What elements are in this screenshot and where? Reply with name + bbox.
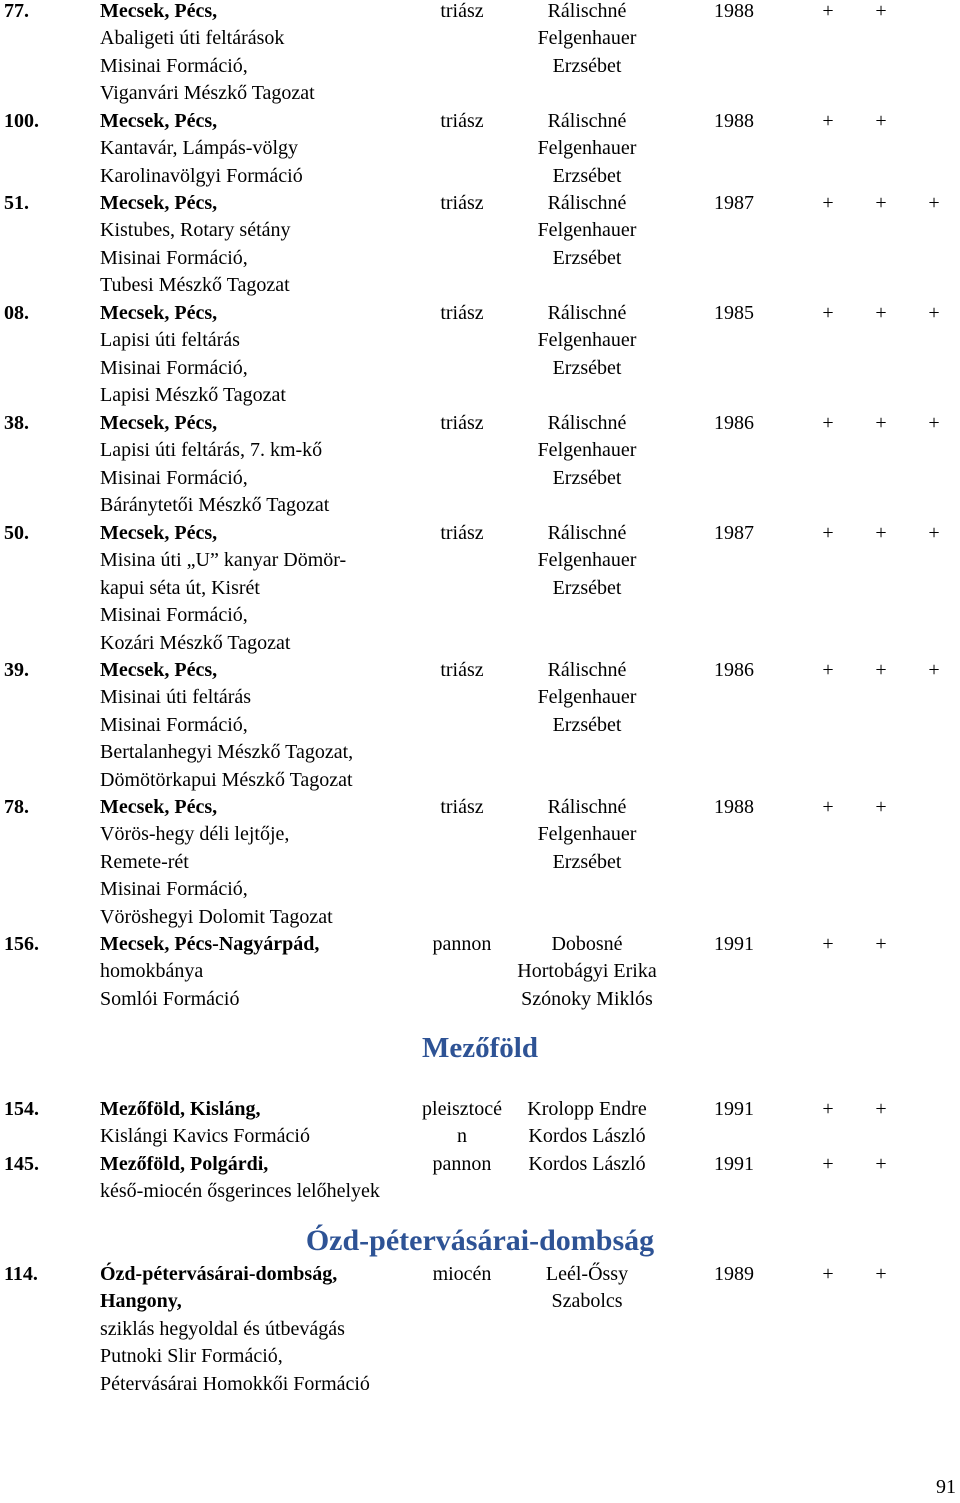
author-line: Hortobágyi Erika xyxy=(517,960,657,983)
author-line: Felgenhauer xyxy=(537,219,637,242)
mark-1: + xyxy=(822,933,834,955)
author-cell xyxy=(500,794,674,876)
year-cell: 1985 xyxy=(714,302,754,324)
author-cell xyxy=(500,300,674,382)
author-line: Kordos László xyxy=(528,1153,646,1175)
mark-3 xyxy=(922,1261,946,1288)
locality-line: Mezőföld, Kisláng, xyxy=(100,1098,261,1120)
age-cell: triász xyxy=(440,796,484,818)
author-line: Rálischné xyxy=(547,796,627,818)
year-cell: 1989 xyxy=(714,1263,754,1285)
year-cell: 1988 xyxy=(714,0,754,22)
mark-2: + xyxy=(875,1098,887,1120)
year-cell: 1988 xyxy=(714,796,754,818)
locality-line: Mecsek, Pécs, xyxy=(100,110,218,132)
author-line: Rálischné xyxy=(547,412,627,434)
locality-line: Lapisi Mészkő Tagozat xyxy=(100,384,286,407)
locality-line: Kistubes, Rotary sétány xyxy=(100,219,291,242)
author-line: Erzsébet xyxy=(552,54,622,77)
author-cell xyxy=(500,1261,674,1316)
locality-line: Vöröshegyi Dolomit Tagozat xyxy=(100,905,333,928)
locality-cell xyxy=(100,794,333,931)
entry-number: 08. xyxy=(4,302,29,324)
locality-cell xyxy=(100,1096,310,1151)
author-line: Rálischné xyxy=(547,0,627,22)
author-line: Szabolcs xyxy=(551,1290,623,1313)
author-line: Felgenhauer xyxy=(537,686,637,709)
author-line: Erzsébet xyxy=(552,356,622,379)
entry-number: 100. xyxy=(4,110,39,132)
locality-line: Lapisi úti feltárás xyxy=(100,329,240,352)
mark-2: + xyxy=(875,933,887,955)
author-line: Dobosné xyxy=(551,933,623,955)
mark-1: + xyxy=(822,192,834,214)
locality-cell xyxy=(100,931,319,1013)
mark-3: + xyxy=(928,302,940,324)
locality-line: Mecsek, Pécs, xyxy=(100,0,218,22)
locality-cell xyxy=(100,0,315,108)
author-cell xyxy=(500,657,674,739)
mark-2: + xyxy=(875,1263,887,1285)
mark-2: + xyxy=(875,1153,887,1175)
locality-line: Remete-rét xyxy=(100,850,189,873)
mark-3 xyxy=(922,108,946,135)
locality-line: Mecsek, Pécs-Nagyárpád, xyxy=(100,933,320,955)
locality-line: Misinai Formáció, xyxy=(100,246,248,269)
mark-3 xyxy=(922,0,946,25)
year-cell: 1987 xyxy=(714,192,754,214)
author-line: Krolopp Endre xyxy=(527,1098,647,1120)
locality-line: Tubesi Mészkő Tagozat xyxy=(100,274,290,297)
entry-number: 114. xyxy=(4,1263,38,1285)
age-line: n xyxy=(457,1125,467,1148)
locality-line: Misinai úti feltárás xyxy=(100,686,252,709)
author-line: Szónoky Miklós xyxy=(521,987,653,1010)
mark-1: + xyxy=(822,0,834,22)
entry-number: 156. xyxy=(4,933,39,955)
locality-line: Misinai Formáció, xyxy=(100,878,248,901)
author-line: Rálischné xyxy=(547,302,627,324)
locality-cell xyxy=(100,190,291,300)
locality-line: Mecsek, Pécs, xyxy=(100,659,218,681)
author-line: Rálischné xyxy=(547,192,627,214)
entry-number: 154. xyxy=(4,1098,39,1120)
mark-1: + xyxy=(822,659,834,681)
age-cell: miocén xyxy=(432,1263,492,1285)
locality-line: Pétervásárai Homokkői Formáció xyxy=(100,1372,370,1395)
locality-line: Somlói Formáció xyxy=(100,987,240,1010)
mark-2: + xyxy=(875,412,887,434)
age-cell: triász xyxy=(440,110,484,132)
locality-line: Abaligeti úti feltárások xyxy=(100,27,285,50)
age-cell: triász xyxy=(440,412,484,434)
locality-line: Mezőföld, Polgárdi, xyxy=(100,1153,269,1175)
author-cell xyxy=(500,0,674,80)
locality-line: Ózd-pétervásárai-dombság, xyxy=(100,1263,338,1285)
age-cell: pannon xyxy=(432,1153,492,1175)
year-cell: 1986 xyxy=(714,659,754,681)
author-line: Erzsébet xyxy=(552,164,622,187)
author-cell xyxy=(500,1096,674,1151)
mark-1: + xyxy=(822,412,834,434)
author-cell xyxy=(500,410,674,492)
author-line: Felgenhauer xyxy=(537,439,637,462)
author-cell xyxy=(500,190,674,272)
author-line: Leél-Őssy xyxy=(545,1263,629,1285)
mark-3: + xyxy=(928,412,940,434)
age-cell: triász xyxy=(440,0,484,22)
locality-line: Lapisi úti feltárás, 7. km-kő xyxy=(100,439,323,462)
entry-number: 51. xyxy=(4,192,29,214)
locality-line: Mecsek, Pécs, xyxy=(100,412,218,434)
locality-line: Mecsek, Pécs, xyxy=(100,192,218,214)
author-line: Rálischné xyxy=(547,659,627,681)
locality-line: Misinai Formáció, xyxy=(100,466,248,489)
locality-line: Kozári Mészkő Tagozat xyxy=(100,631,291,654)
author-line: Felgenhauer xyxy=(537,823,637,846)
section-heading-mezofold: Mezőföld xyxy=(422,1032,538,1064)
age-cell: triász xyxy=(440,659,484,681)
mark-3 xyxy=(922,1096,946,1123)
locality-line: Mecsek, Pécs, xyxy=(100,796,218,818)
locality-line: Misinai Formáció, xyxy=(100,713,248,736)
entry-number: 39. xyxy=(4,659,29,681)
age-cell: triász xyxy=(440,302,484,324)
locality-cell xyxy=(100,1151,380,1206)
locality-line: Mecsek, Pécs, xyxy=(100,522,218,544)
locality-line: Bertalanhegyi Mészkő Tagozat, xyxy=(100,741,354,764)
locality-line: Kislángi Kavics Formáció xyxy=(100,1125,310,1148)
author-cell xyxy=(500,931,674,1013)
author-cell xyxy=(500,1151,674,1178)
mark-1: + xyxy=(822,522,834,544)
author-line: Felgenhauer xyxy=(537,27,637,50)
locality-line: Vörös-hegy déli lejtője, xyxy=(100,823,290,846)
age-cell xyxy=(414,1096,510,1151)
locality-line: Kantavár, Lámpás-völgy xyxy=(100,137,299,160)
author-line: Rálischné xyxy=(547,522,627,544)
locality-cell xyxy=(100,108,303,190)
mark-1: + xyxy=(822,796,834,818)
locality-line: Dömötörkapui Mészkő Tagozat xyxy=(100,768,353,791)
author-line: Felgenhauer xyxy=(537,329,637,352)
mark-3: + xyxy=(928,192,940,214)
section-heading-ozd: Ózd-pétervásárai-dombság xyxy=(305,1224,655,1257)
mark-2: + xyxy=(875,0,887,22)
age-cell: triász xyxy=(440,522,484,544)
author-cell xyxy=(500,108,674,190)
locality-line: késő-miocén ősgerinces lelőhelyek xyxy=(100,1180,380,1203)
mark-2: + xyxy=(875,192,887,214)
year-cell: 1986 xyxy=(714,412,754,434)
locality-line: Viganvári Mészkő Tagozat xyxy=(100,82,315,105)
author-line: Kordos László xyxy=(528,1125,646,1148)
mark-1: + xyxy=(822,1153,834,1175)
mark-1: + xyxy=(822,1098,834,1120)
author-line: Rálischné xyxy=(547,110,627,132)
locality-line: Mecsek, Pécs, xyxy=(100,302,218,324)
age-cell: pannon xyxy=(432,933,492,955)
mark-1: + xyxy=(822,1263,834,1285)
mark-2: + xyxy=(875,796,887,818)
locality-line: Putnoki Slir Formáció, xyxy=(100,1345,283,1368)
author-line: Erzsébet xyxy=(552,466,622,489)
mark-1: + xyxy=(822,302,834,324)
locality-line: Misinai Formáció, xyxy=(100,54,248,77)
entry-number: 145. xyxy=(4,1153,39,1175)
locality-cell xyxy=(100,657,353,794)
year-cell: 1991 xyxy=(714,1098,754,1120)
mark-3 xyxy=(922,1151,946,1178)
locality-cell xyxy=(100,410,329,520)
author-cell xyxy=(500,520,674,602)
mark-3 xyxy=(922,931,946,958)
mark-3: + xyxy=(928,522,940,544)
author-line: Felgenhauer xyxy=(537,137,637,160)
locality-cell xyxy=(100,300,286,410)
author-line: Erzsébet xyxy=(552,576,622,599)
locality-line: Hangony, xyxy=(100,1290,182,1313)
author-line: Erzsébet xyxy=(552,246,622,269)
locality-line: Misinai Formáció, xyxy=(100,356,248,379)
mark-2: + xyxy=(875,659,887,681)
locality-line: Misina úti „U” kanyar Dömör- xyxy=(100,549,347,572)
entry-number: 78. xyxy=(4,796,29,818)
mark-3: + xyxy=(928,659,940,681)
locality-line: Báránytetői Mészkő Tagozat xyxy=(100,494,330,517)
author-line: Felgenhauer xyxy=(537,549,637,572)
locality-cell xyxy=(100,520,346,657)
mark-2: + xyxy=(875,522,887,544)
mark-1: + xyxy=(822,110,834,132)
entry-number: 38. xyxy=(4,412,29,434)
mark-2: + xyxy=(875,110,887,132)
year-cell: 1988 xyxy=(714,110,754,132)
locality-line: sziklás hegyoldal és útbevágás xyxy=(100,1317,345,1340)
year-cell: 1991 xyxy=(714,933,754,955)
mark-3 xyxy=(922,794,946,821)
locality-cell xyxy=(100,1261,370,1398)
age-line: pleisztocé xyxy=(422,1098,502,1120)
mark-2: + xyxy=(875,302,887,324)
author-line: Erzsébet xyxy=(552,713,622,736)
locality-line: kapui séta út, Kisrét xyxy=(100,576,260,599)
page-number: 91 xyxy=(936,1476,956,1498)
locality-line: homokbánya xyxy=(100,960,204,983)
year-cell: 1991 xyxy=(714,1153,754,1175)
entry-number: 50. xyxy=(4,522,29,544)
year-cell: 1987 xyxy=(714,522,754,544)
locality-line: Karolinavölgyi Formáció xyxy=(100,164,303,187)
author-line: Erzsébet xyxy=(552,850,622,873)
locality-line: Misinai Formáció, xyxy=(100,604,248,627)
age-cell: triász xyxy=(440,192,484,214)
entry-number: 77. xyxy=(4,0,29,22)
